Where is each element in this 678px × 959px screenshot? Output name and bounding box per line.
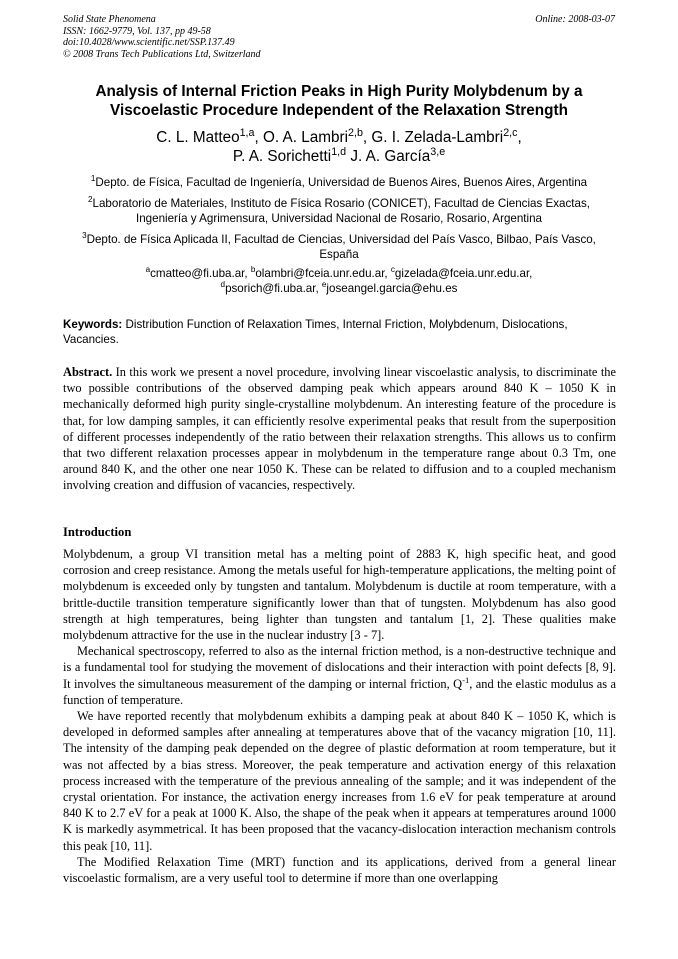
author-name: G. I. Zelada-Lambri <box>371 129 504 146</box>
section-heading-introduction: Introduction <box>63 525 132 539</box>
author-separator: , <box>254 129 263 146</box>
author-name: C. L. Matteo <box>156 129 240 146</box>
journal-header <box>63 14 261 60</box>
author-sup: 1,a <box>239 126 255 139</box>
affiliation-text: Depto. de Física Aplicada II, Facultad de Ciencias, Universidad del País Vasco, Bilbao, País Vasco, España <box>86 233 596 261</box>
superscript: -1 <box>462 674 470 685</box>
copyright-line: © 2008 Trans Tech Publications Ltd, Switzerland <box>63 48 261 60</box>
issn-line: ISSN: 1662-9779, Vol. 137, pp 49-58 <box>63 25 211 37</box>
email-sup: b <box>250 265 256 275</box>
keywords-text: Distribution Function of Relaxation Times, Internal Friction, Molybdenum, Dislocations, Vacancies. <box>63 318 568 346</box>
author-line-1 <box>60 128 618 147</box>
affiliation-sup: 2 <box>88 195 93 205</box>
author-separator: , <box>362 129 372 146</box>
author-separator: , <box>517 129 522 146</box>
keywords-label: Keywords: <box>63 318 123 331</box>
paragraph: We have reported recently that molybdenum exhibits a damping peak at about 840 K – 1050 K, which is developed in deformed samples after annealing at temperatures above that of the vacancy migration [10, 11]. The intensity of the damping peak depended on the degree of plastic deformation at room temperature, but it was not affected by a bias stress. Moreover, the peak temperature and activation energy of this relaxation process increased with the temperature of the previous annealing of the sample; and it was independent of the crystal orientation. For instance, the activation energy increases from 1.6 eV for peak temperature at around 840 K to 2.7 eV for a peak at 1000 K. Also, the shape of the peak when it appears at temperatures around 1000 K is markedly asymmetrical. It has been proposed that the vacancy-dislocation interaction mechanism controls this peak [10, 11]. <box>63 709 616 853</box>
affiliation-3 <box>62 232 616 262</box>
email-address[interactable]: olambri@fceia.unr.edu.ar, <box>255 267 391 280</box>
author-name: P. A. Sorichetti <box>232 148 332 165</box>
online-date: Online: 2008-03-07 <box>535 14 615 25</box>
author-name: O. A. Lambri <box>263 129 349 146</box>
email-address[interactable]: cmatteo@fi.uba.ar, <box>150 267 251 280</box>
affiliation-1 <box>62 175 616 190</box>
affiliation-text: Laboratorio de Materiales, Instituto de Física Rosario (CONICET), Facultad de Ciencias Exactas, Ingeniería y Agrimensura, Universidad Nacional de Rosario, Rosario, Argentina <box>92 197 590 225</box>
author-list <box>60 128 618 166</box>
paragraph: The Modified Relaxation Time (MRT) function and its applications, derived from a general linear viscoelastic formalism, are a very useful tool to determine if more than one overlapping <box>63 854 616 886</box>
paper-title: Analysis of Internal Friction Peaks in High Purity Molybdenum by a Viscoelastic Procedure Independent of the Relaxation Strength <box>95 83 583 119</box>
email-address[interactable]: gizelada@fceia.unr.edu.ar, <box>394 267 533 280</box>
affiliation-2 <box>62 196 616 226</box>
email-address[interactable]: psorich@fi.uba.ar, <box>225 282 322 295</box>
abstract-label: Abstract. <box>63 365 113 379</box>
paragraph <box>63 643 616 708</box>
doi-line: doi:10.4028/www.scientific.net/SSP.137.49 <box>63 37 235 48</box>
paragraph-text: Mechanical spectroscopy, referred to also as the internal friction method, is a non-destructive technique and is a fundamental tool for studying the movement of dislocations and their interaction with point defects [8, 9]. It involves the simultaneous measurement of the damping or internal friction, Q <box>63 644 616 691</box>
paragraph: Molybdenum, a group VI transition metal has a melting point of 2883 K, high specific heat, and good corrosion and creep resistance. Among the metals useful for high-temperature applications, the melting point of molybdenum is exceeded only by tungsten and tantalum. Molybdenum is ductile at room temperature, with a brittle-ductile transition temperature significantly lower than that of tungsten. Molybdenum has also good strength at high temperatures, being lighter than tungsten and tantalum [1, 2]. These qualities make molybdenum attractive for the use in the nuclear industry [3 - 7]. <box>63 547 616 643</box>
abstract-block <box>63 364 616 494</box>
paragraph-text: , and the elastic modulus as a function of temperature. <box>63 676 616 707</box>
email-line-1 <box>62 266 616 281</box>
author-sup: 3,e <box>430 145 446 158</box>
introduction-body <box>63 546 616 886</box>
affiliation-text: Depto. de Física, Facultad de Ingeniería, Universidad de Buenos Aires, Buenos Aires, Argentina <box>95 176 588 189</box>
affiliation-sup: 1 <box>90 174 96 184</box>
author-sup: 2,b <box>348 126 363 139</box>
email-list <box>62 266 616 296</box>
email-sup: e <box>321 280 327 290</box>
author-sup: 1,d <box>331 145 347 158</box>
author-sup: 2,c <box>503 126 518 139</box>
email-address[interactable]: joseangel.garcia@ehu.es <box>326 282 458 295</box>
author-name: J. A. García <box>350 148 431 165</box>
affiliation-sup: 3 <box>82 231 87 241</box>
keywords-block <box>63 317 616 347</box>
journal-name: Solid State Phenomena <box>63 14 156 25</box>
author-line-2 <box>60 147 618 166</box>
email-sup: c <box>390 265 395 275</box>
abstract-text: In this work we present a novel procedure, involving linear viscoelastic analysis, to discriminate the two possible contributions of the observed damping peak which appears around 840 K – 1050 K in mechanically deformed high purity single-crystalline molybdenum. An interesting feature of the procedure is that, for low damping samples, it can efficiently resolve experimental peaks that result from the superposition of different processes independently of the ratio between their relaxation strengths. This allows us to confirm that two different relaxation processes appear in molybdenum in the temperature range about 0.3 Tm, one around 840 K, and the other one near 1050 K. These can be related to diffusion and to a coupled mechanism involving creation and diffusion of vacancies, respectively. <box>63 365 616 493</box>
email-sup: d <box>220 280 226 290</box>
email-line-2 <box>62 281 616 296</box>
email-sup: a <box>145 265 151 275</box>
